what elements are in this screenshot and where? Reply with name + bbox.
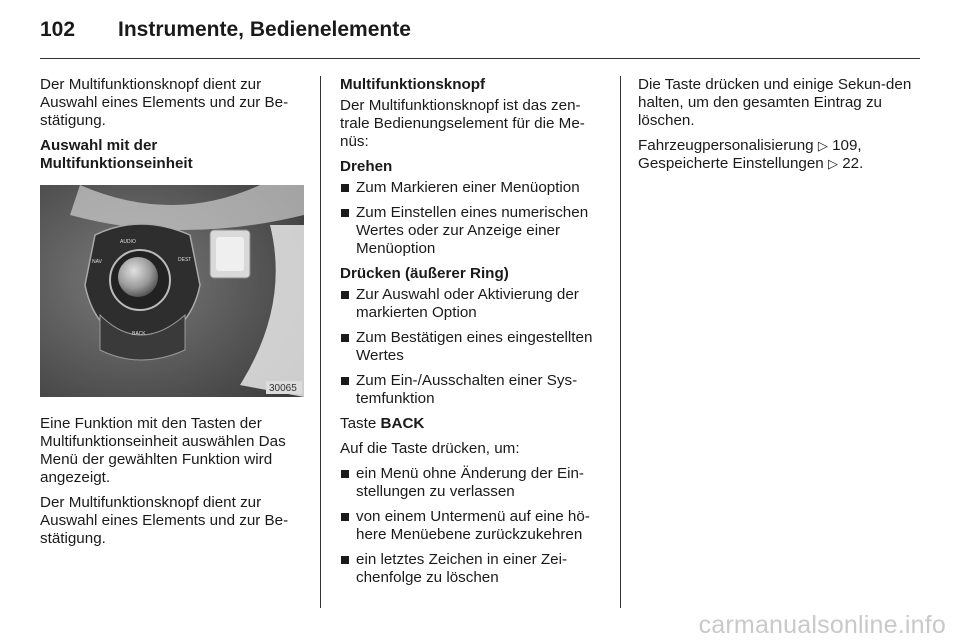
back-key: BACK xyxy=(380,415,425,432)
subheading-druecken: Drücken (äußerer Ring) xyxy=(340,265,509,282)
section-heading: Auswahl mit der Multifunktionseinheit xyxy=(40,137,193,172)
ref-page: 109 xyxy=(832,137,858,154)
arrow-ref-icon: ▷ xyxy=(827,156,838,171)
ref-text: Gespeicherte Einstellungen xyxy=(638,155,828,172)
page-header xyxy=(40,16,920,59)
ref-text: Fahrzeugpersonalisierung xyxy=(638,137,818,154)
list-item: Zum Einstellen eines numerischen Wertes oder zur Anzeige einer Menüoption xyxy=(340,204,606,258)
watermark: carmanualsonline.info xyxy=(698,611,946,639)
multifunction-unit-image xyxy=(40,185,304,397)
column-middle xyxy=(340,76,606,594)
column-right xyxy=(638,76,920,180)
arrow-ref-icon: ▷ xyxy=(817,138,828,153)
list-item: Zum Markieren einer Menüoption xyxy=(340,179,606,197)
list-item: Zur Auswahl oder Aktivierung der markierten Option xyxy=(340,286,606,322)
list-item: ein Menü ohne Änderung der Ein-stellungen zu verlassen xyxy=(340,465,606,501)
nav-label: NAV xyxy=(92,259,102,265)
section-heading: Multifunktionsknopf xyxy=(340,76,486,93)
list-item: von einem Untermenü auf eine hö-here Menüebene zurückzukehren xyxy=(340,508,606,544)
paragraph: Der Multifunktionsknopf dient zur Auswahl eines Elements und zur Be-stätigung. xyxy=(40,494,289,547)
back-label: BACK xyxy=(132,331,146,337)
paragraph: Der Multifunktionsknopf dient zur Auswahl eines Elements und zur Be-stätigung. xyxy=(40,76,289,129)
column-divider xyxy=(320,76,321,608)
page-number: 102 xyxy=(40,18,76,41)
paragraph: Auf die Taste drücken, um: xyxy=(340,440,520,457)
paragraph: Der Multifunktionsknopf ist das zen-trale Bedienungselement für die Me-nüs: xyxy=(340,97,585,150)
column-left xyxy=(40,76,306,555)
paragraph: Die Taste drücken und einige Sekun-den halten, um den gesamten Eintrag zu löschen. xyxy=(638,76,912,129)
back-key-heading xyxy=(340,415,606,433)
audio-label: AUDIO xyxy=(120,239,136,245)
dest-label: DEST xyxy=(178,257,192,263)
cross-references: Fahrzeugpersonalisierung ▷ 109, Gespeicherte Einstellungen ▷ 22. xyxy=(638,137,864,172)
ref-page: 22 xyxy=(842,155,860,172)
column-divider xyxy=(620,76,621,608)
list-item: ein letztes Zeichen in einer Zei-chenfolge zu löschen xyxy=(340,551,606,587)
page-title: Instrumente, Bedienelemente xyxy=(118,18,411,41)
image-code: 30065 xyxy=(269,383,297,394)
back-prefix: Taste xyxy=(340,415,381,432)
paragraph: Eine Funktion mit den Tasten der Multifunktionseinheit auswählen Das Menü der gewählten Funktion wird angezeigt. xyxy=(40,415,286,486)
subheading-drehen: Drehen xyxy=(340,158,393,175)
list-item: Zum Bestätigen eines eingestellten Wertes xyxy=(340,329,606,365)
list-item: Zum Ein-/Ausschalten einer Sys-temfunktion xyxy=(340,372,606,408)
